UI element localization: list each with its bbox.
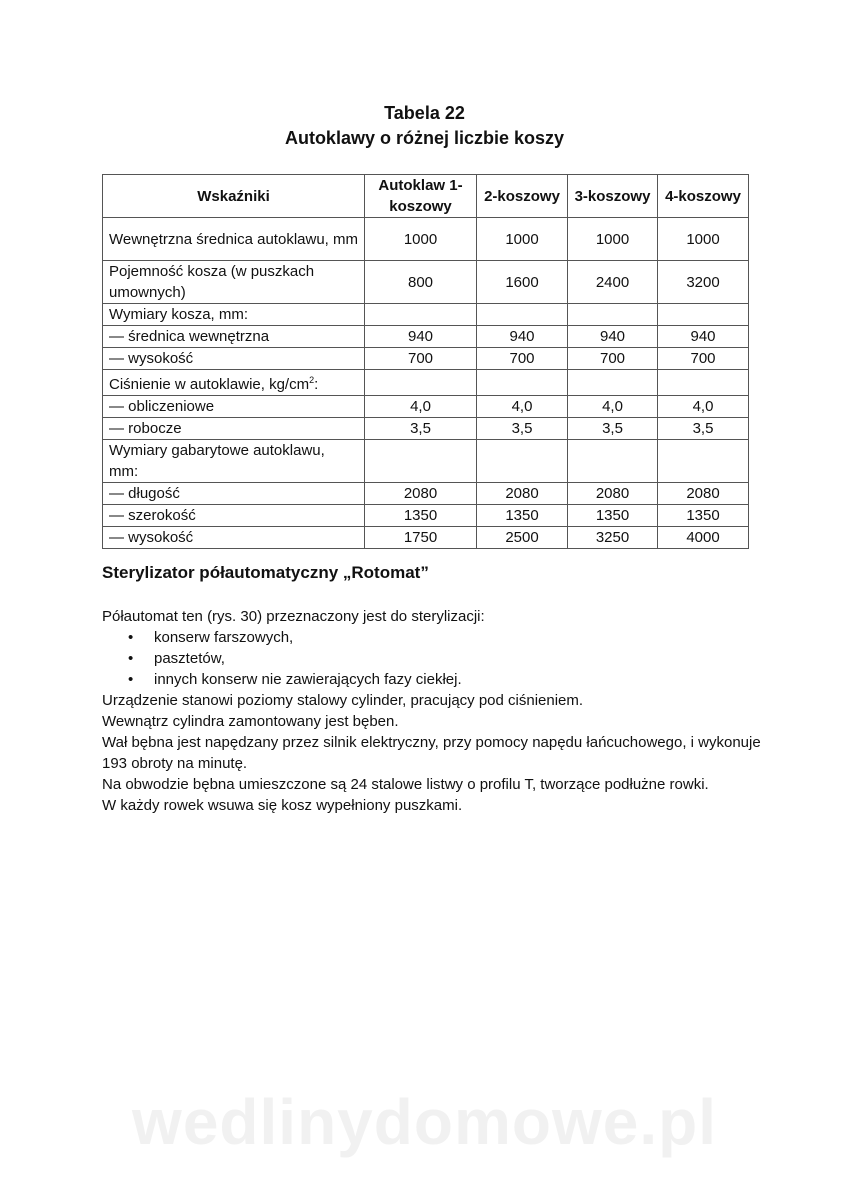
intro-paragraph: Półautomat ten (rys. 30) przeznaczony jest do sterylizacji:	[102, 608, 485, 625]
cell-value: 3,5	[477, 418, 568, 440]
cell-value: 1000	[477, 218, 568, 261]
table-row	[103, 396, 749, 418]
table-row	[103, 348, 749, 370]
cell-value: 1750	[365, 527, 477, 549]
cell-value: 1350	[365, 505, 477, 527]
row-label: — długość	[103, 483, 365, 505]
header-cell: 4-koszowy	[658, 175, 749, 218]
bullet-icon: •	[128, 650, 134, 667]
table-title: Autoklawy o różnej liczbie koszy	[284, 128, 565, 148]
cell-value: 2080	[477, 483, 568, 505]
list-item-text: konserw farszowych,	[154, 629, 294, 646]
header-cell: Autoklaw 1-koszowy	[365, 175, 477, 218]
cell-value: 1000	[365, 218, 477, 261]
cell-value: 3,5	[568, 418, 658, 440]
row-label	[103, 370, 365, 396]
row-label: — wysokość	[103, 527, 365, 549]
row-label-superscript: 2	[309, 375, 315, 385]
cell-value: 1350	[568, 505, 658, 527]
cell-value: 1000	[568, 218, 658, 261]
cell-value: 3,5	[365, 418, 477, 440]
row-label: Pojemność kosza (w puszkach umownych)	[103, 261, 365, 304]
body-paragraph: Na obwodzie bębna umieszczone są 24 stalowe listwy o profilu T, tworzące podłużne rowki.	[102, 776, 709, 793]
list-item	[128, 669, 762, 690]
bullet-list	[102, 627, 762, 690]
cell-value: 1600	[477, 261, 568, 304]
header-cell: 2-koszowy	[477, 175, 568, 218]
row-label: Wymiary gabarytowe autoklawu, mm:	[103, 440, 365, 483]
cell-value: 4,0	[365, 396, 477, 418]
table-row	[103, 304, 749, 326]
cell-value: 1350	[658, 505, 749, 527]
table-row	[103, 527, 749, 549]
table-row	[103, 483, 749, 505]
cell-value	[477, 440, 568, 483]
cell-value: 700	[365, 348, 477, 370]
cell-value: 4,0	[477, 396, 568, 418]
header-cell: 3-koszowy	[568, 175, 658, 218]
list-item-text: innych konserw nie zawierających fazy ciekłej.	[154, 671, 462, 688]
cell-value	[568, 370, 658, 396]
bullet-icon: •	[128, 671, 134, 688]
row-label-suffix: :	[314, 376, 319, 393]
cell-value	[365, 304, 477, 326]
cell-value: 3200	[658, 261, 749, 304]
section-body	[102, 606, 762, 816]
row-label: Wewnętrzna średnica autoklawu, mm	[103, 218, 365, 261]
cell-value	[658, 304, 749, 326]
row-label: — robocze	[103, 418, 365, 440]
row-label: — obliczeniowe	[103, 396, 365, 418]
row-label: — szerokość	[103, 505, 365, 527]
table-header-row	[103, 175, 749, 218]
cell-value: 940	[658, 326, 749, 348]
cell-value	[365, 440, 477, 483]
body-paragraph: W każdy rowek wsuwa się kosz wypełniony puszkami.	[102, 797, 463, 814]
table-row	[103, 218, 749, 261]
body-paragraph: Wał bębna jest napędzany przez silnik elektryczny, przy pomocy napędu łańcuchowego, i wykonuje 193 obroty na minutę.	[102, 734, 761, 772]
list-item-text: pasztetów,	[154, 650, 225, 667]
cell-value: 4,0	[568, 396, 658, 418]
cell-value: 700	[477, 348, 568, 370]
cell-value	[365, 370, 477, 396]
section-heading: Sterylizator półautomatyczny „Rotomat”	[102, 563, 429, 582]
body-paragraph: Urządzenie stanowi poziomy stalowy cylinder, pracujący pod ciśnieniem.	[102, 692, 584, 709]
cell-value	[568, 304, 658, 326]
cell-value: 4,0	[658, 396, 749, 418]
cell-value: 700	[568, 348, 658, 370]
cell-value: 800	[365, 261, 477, 304]
cell-value: 700	[658, 348, 749, 370]
cell-value: 1000	[658, 218, 749, 261]
table-row	[103, 370, 749, 396]
list-item	[128, 648, 762, 669]
table-row	[103, 505, 749, 527]
row-label: — średnica wewnętrzna	[103, 326, 365, 348]
cell-value	[658, 440, 749, 483]
list-item	[128, 627, 762, 648]
table-row	[103, 440, 749, 483]
cell-value: 940	[477, 326, 568, 348]
row-label: — wysokość	[103, 348, 365, 370]
cell-value: 3250	[568, 527, 658, 549]
table-row	[103, 326, 749, 348]
cell-value	[477, 304, 568, 326]
cell-value: 2400	[568, 261, 658, 304]
cell-value: 940	[365, 326, 477, 348]
cell-value	[658, 370, 749, 396]
cell-value: 940	[568, 326, 658, 348]
table-row	[103, 261, 749, 304]
header-cell: Wskaźniki	[103, 175, 365, 218]
cell-value: 2080	[365, 483, 477, 505]
table-number: Tabela 22	[384, 103, 465, 123]
row-label-text: Ciśnienie w autoklawie, kg/cm	[109, 376, 310, 393]
cell-value: 2080	[568, 483, 658, 505]
cell-value	[477, 370, 568, 396]
autoclave-table	[102, 174, 749, 549]
cell-value: 2080	[658, 483, 749, 505]
cell-value: 2500	[477, 527, 568, 549]
table-caption	[0, 101, 849, 151]
bullet-icon: •	[128, 629, 134, 646]
cell-value: 3,5	[658, 418, 749, 440]
cell-value: 4000	[658, 527, 749, 549]
cell-value: 1350	[477, 505, 568, 527]
table-row	[103, 418, 749, 440]
row-label: Wymiary kosza, mm:	[103, 304, 365, 326]
cell-value	[568, 440, 658, 483]
watermark: wedlinydomowe.pl	[132, 1086, 717, 1158]
body-paragraph: Wewnątrz cylindra zamontowany jest bęben.	[102, 713, 399, 730]
